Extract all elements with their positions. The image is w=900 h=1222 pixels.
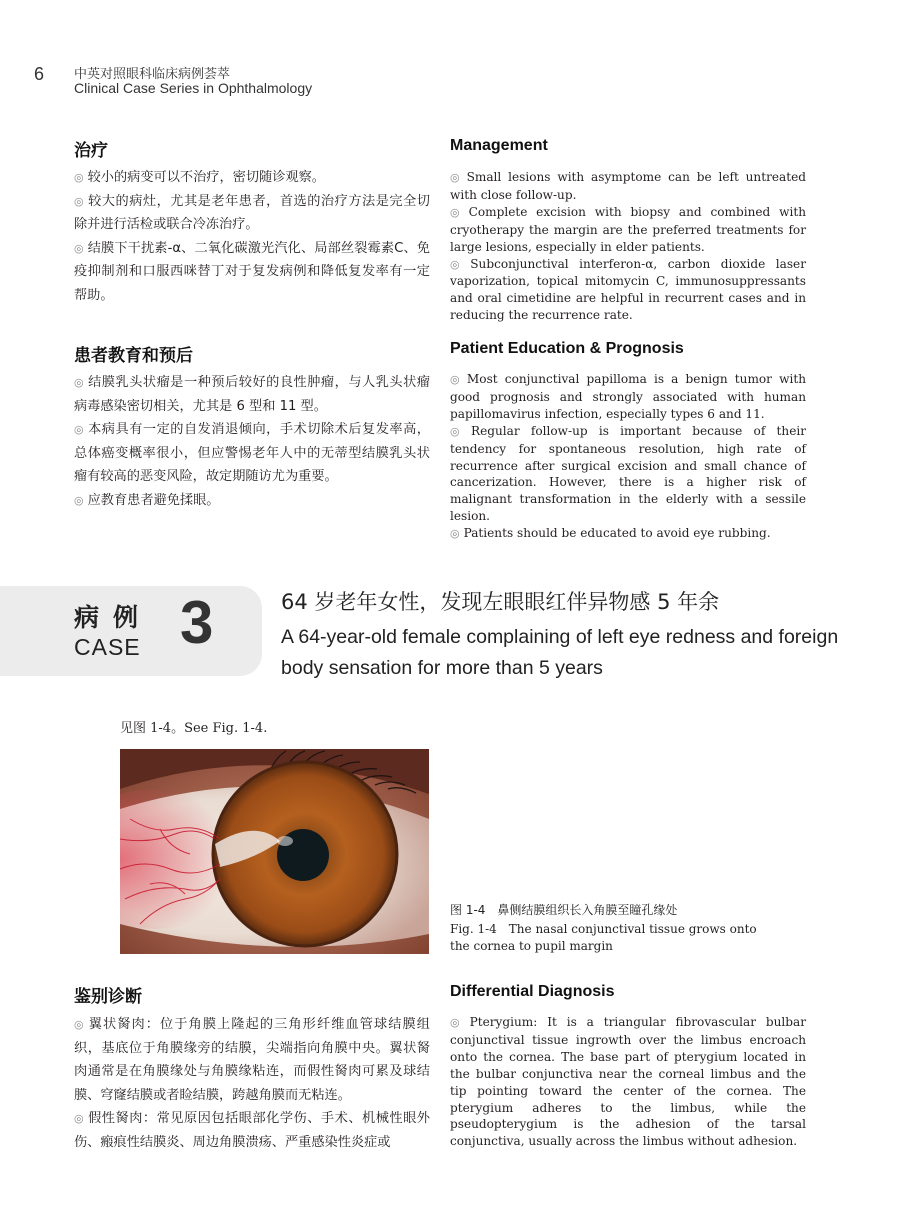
management-text-cn (74, 166, 430, 307)
paragraph: ◎ Complete excision with biopsy and combined with cryotherapy the margin are the preferred treatments for large lesions, especially in elder patients. (450, 204, 806, 254)
differential-heading-cn: 鉴别诊断 (74, 987, 142, 1007)
paragraph: ◎ 应教育患者避免揉眼。 (74, 492, 220, 508)
page-number: 6 (34, 64, 45, 84)
case-label-cn: 病例 (74, 603, 153, 632)
bullet-icon: ◎ (450, 257, 467, 271)
management-text-en (450, 169, 806, 324)
figure-caption-en: Fig. 1-4 The nasal conjunctival tissue grows onto the cornea to pupil margin (450, 922, 757, 953)
paragraph: ◎ Patients should be educated to avoid eye rubbing. (450, 526, 771, 541)
bullet-icon: ◎ (450, 171, 463, 184)
bullet-icon: ◎ (450, 527, 460, 541)
paragraph: ◎ 本病具有一定的自发消退倾向，手术切除术后复发率高，总体癌变概率很小，但应警惕老年人中的无蒂型结膜乳头状瘤有较高的恶变风险，故定期随访尤为重要。 (74, 422, 430, 484)
bullet-icon: ◎ (450, 205, 465, 219)
bullet-icon: ◎ (74, 241, 84, 255)
education-text-en (450, 371, 806, 543)
education-heading-en: Patient Education & Prognosis (450, 340, 684, 357)
book-title-cn: 中英对照眼科临床病例荟萃 (74, 67, 231, 82)
paragraph: ◎ Small lesions with asymptome can be left untreated with close follow-up. (450, 170, 806, 202)
bullet-icon: ◎ (74, 376, 85, 389)
bullet-icon: ◎ (74, 1018, 85, 1031)
bullet-icon: ◎ (74, 194, 85, 208)
paragraph: ◎ 较大的病灶，尤其是老年患者，首选的治疗方法是完全切除并进行活检或联合冷冻治疗。 (74, 193, 430, 232)
bullet-icon: ◎ (74, 423, 85, 436)
differential-text-en (450, 1014, 806, 1150)
figure-caption-cn: 图 1-4 鼻侧结膜组织长入角膜至瞳孔缘处 (450, 903, 678, 917)
paragraph: ◎ 翼状胬肉：位于角膜上隆起的三角形纤维血管球结膜组织，基底位于角膜缘旁的结膜，尖端指向角膜中央。翼状胬肉通常是在角膜缘处与角膜缘粘连，而假性胬肉可累及球结膜、穹窿结膜或者睑结膜，跨越角膜而无粘连。 (74, 1017, 430, 1103)
paragraph: ◎ 较小的病变可以不治疗，密切随诊观察。 (74, 170, 325, 185)
case-number: 3 (180, 589, 214, 656)
education-text-cn (74, 371, 430, 512)
bullet-icon: ◎ (74, 493, 84, 507)
case-label-en: CASE (74, 634, 141, 660)
education-heading-cn: 患者教育和预后 (74, 346, 193, 366)
paragraph: ◎ Pterygium: It is a triangular fibrovascular bulbar conjunctival tissue ingrowth over the limbus encroach onto the cornea. The base part of pterygium located in the bulbar conjunctiva near the corneal limbus and the tip pointing toward the center of the cornea. The pterygium adheres to the limbus, while the pseudopterygium is the adhesion of the tarsal conjunctiva, usually across the limbus without adhesion. (450, 1015, 806, 1149)
eye-photograph (120, 749, 429, 954)
bullet-icon: ◎ (450, 424, 467, 438)
management-heading-cn: 治疗 (74, 141, 108, 161)
paragraph: ◎ Subconjunctival interferon-α, carbon dioxide laser vaporization, topical mitomycin C, immunosuppressants and oral cimetidine are helpful in recurrent cases and in reducing the recurrence rate. (450, 256, 806, 323)
differential-text-cn (74, 1013, 430, 1154)
paragraph: ◎ Most conjunctival papilloma is a benign tumor with good prognosis and strongly associated with human papillomavirus infection, especially types 6 and 11. (450, 372, 806, 421)
see-figure-reference: 见图 1-4。See Fig. 1-4. (120, 721, 268, 736)
management-heading-en: Management (450, 137, 548, 154)
bullet-icon: ◎ (74, 171, 84, 184)
book-title-en: Clinical Case Series in Ophthalmology (74, 80, 313, 96)
bullet-icon: ◎ (74, 1112, 85, 1125)
bullet-icon: ◎ (450, 373, 463, 386)
paragraph: ◎ Regular follow-up is important because of their tendency for spontaneous resolution, high rate of recurrence after surgical excision and small chance of cancerization. However, there is a higher risk of malignant transformation in the elderly with a sessile lesion. (450, 423, 806, 524)
case-title-en: A 64-year-old female complaining of left eye redness and foreign body sensation for more than 5 years (281, 626, 839, 679)
paragraph: ◎ 假性胬肉：常见原因包括眼部化学伤、手术、机械性眼外伤、瘢痕性结膜炎、周边角膜溃疡、严重感染性炎症或 (74, 1111, 430, 1150)
bullet-icon: ◎ (450, 1016, 466, 1029)
paragraph: ◎ 结膜下干扰素-α、二氧化碳激光汽化、局部丝裂霉素C、免疫抑制剂和口服西咪替丁对于复发病例和降低复发率有一定帮助。 (74, 240, 430, 303)
paragraph: ◎ 结膜乳头状瘤是一种预后较好的良性肿瘤，与人乳头状瘤病毒感染密切相关，尤其是 6 型和 11 型。 (74, 375, 430, 414)
case-title-cn: 64 岁老年女性，发现左眼眼红伴异物感 5 年余 (281, 590, 720, 614)
differential-heading-en: Differential Diagnosis (450, 983, 615, 1000)
